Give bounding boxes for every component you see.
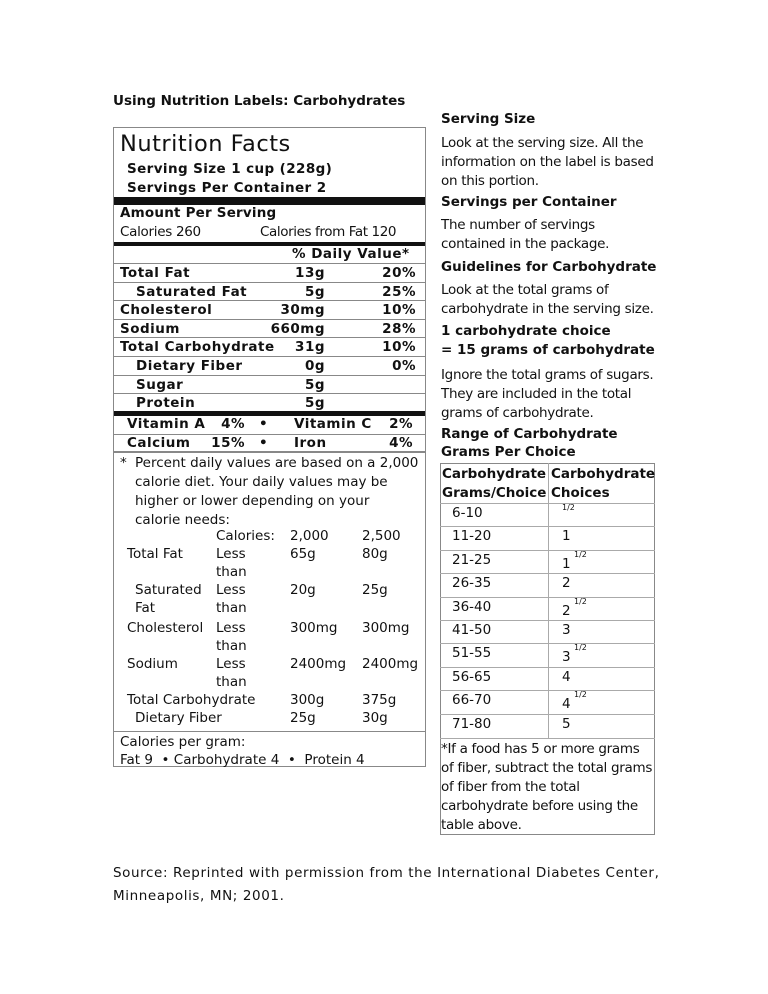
ref-row-2000: 25g (290, 710, 316, 726)
ref-row-2000: 2400mg (290, 656, 347, 672)
ref-row-name: Total Carbohydrate (127, 692, 256, 708)
col2-header-line1: Carbohydrate (551, 466, 656, 482)
daily-value-header: % Daily Value* (292, 246, 410, 262)
ref-row-less: Less (216, 546, 246, 562)
servings-text: The number of servings contained in the package. (441, 217, 610, 252)
choice-row-divider (440, 643, 655, 644)
servings-heading: Servings per Container (441, 194, 617, 210)
choice-heading-2: = 15 grams of carbohydrate (441, 342, 655, 358)
vitamin-left-name: Vitamin A (127, 416, 206, 432)
servings-per-container: Servings Per Container 2 (127, 180, 327, 196)
choice-whole: 4 (562, 696, 571, 713)
choice-row-divider (440, 714, 655, 715)
choice-fraction: 1/2 (562, 503, 575, 512)
ref-header-2500: 2,500 (362, 528, 401, 544)
nutrient-amount: 0g (304, 358, 325, 374)
col1-header-line1: Carbohydrate (442, 466, 547, 482)
nutrient-daily-value: 20% (382, 265, 416, 281)
ref-row-less: Less (216, 620, 246, 636)
nutrient-divider (114, 375, 425, 376)
serving-size-text: Look at the serving size. All the information on the label is based on this portion. (441, 135, 654, 189)
nutrient-name: Saturated Fat (136, 283, 248, 300)
ref-row-name: Saturated (135, 582, 202, 598)
choice-row-divider (440, 597, 655, 598)
choice-text: Ignore the total grams of sugars. They are included in the total grams of carbohydrate. (441, 367, 654, 421)
ref-row-2500: 375g (362, 692, 397, 708)
choice-whole: 4 (562, 668, 571, 685)
ref-header-2000: 2,000 (290, 528, 329, 544)
ref-row-2000: 300g (290, 692, 325, 708)
ref-row-2000: 20g (290, 582, 316, 598)
nutrient-name: Cholesterol (120, 302, 213, 319)
nutrient-divider (114, 393, 425, 394)
table-bottom-divider (440, 738, 655, 739)
choice-fraction: 1/2 (574, 549, 587, 559)
amount-per-serving: Amount Per Serving (120, 205, 277, 221)
ref-row-2500: 300mg (362, 620, 410, 636)
nutrient-amount: 31g (295, 339, 325, 356)
nutrient-amount: 30mg (280, 302, 325, 319)
choice-row-divider (440, 573, 655, 574)
ref-row-than: than (216, 638, 247, 654)
guidelines-heading: Guidelines for Carbohydrate (441, 259, 657, 275)
nutrition-facts-title: Nutrition Facts (120, 131, 291, 157)
choice-grams: 36-40 (452, 598, 492, 615)
choice-row-divider (440, 620, 655, 621)
ref-row-2500: 25g (362, 582, 388, 598)
nutrient-name: Total Fat (120, 265, 191, 281)
serving-size-heading: Serving Size (441, 111, 536, 127)
ref-row-less: Less (216, 582, 246, 598)
vitamin-left-name: Calcium (127, 434, 191, 451)
ref-row-2500: 2400mg (362, 656, 419, 672)
nutrient-name: Total Carbohydrate (120, 339, 275, 356)
choice-fraction: 1/2 (574, 643, 587, 653)
source-citation: Source: Reprinted with permission from the International Diabetes Center, Minneapolis, MN; 2001. (113, 865, 660, 904)
vitamin-separator: • (259, 434, 269, 451)
nutrient-amount: 5g (304, 376, 325, 393)
page-title: Using Nutrition Labels: Carbohydrates (113, 93, 406, 109)
footnote-star: * (120, 455, 127, 471)
choice-whole: 1 (562, 528, 571, 545)
choice-fraction: 1/2 (574, 690, 587, 700)
nutrient-daily-value: 0% (392, 358, 416, 374)
choice-grams: 6-10 (452, 505, 483, 521)
range-heading-1: Range of Carbohydrate (441, 426, 618, 442)
ref-row-name-cont: Fat (135, 600, 156, 616)
choice-whole: 1 (562, 555, 571, 572)
calories-per-gram-divider (114, 731, 425, 732)
footnote-divider (114, 451, 425, 453)
calories-per-gram-values: Fat 9 • Carbohydrate 4 • Protein 4 (120, 752, 365, 768)
footnote-line: higher or lower depending on your (135, 493, 370, 509)
calories: Calories 260 (120, 224, 201, 240)
choice-fraction: 1/2 (574, 596, 587, 606)
ref-row-name: Dietary Fiber (135, 710, 222, 726)
calories-from-fat: Calories from Fat 120 (260, 224, 397, 240)
ref-row-2000: 65g (290, 546, 316, 562)
nutrient-daily-value: 28% (382, 320, 416, 337)
footnote-line: calorie needs: (135, 512, 230, 528)
choice-grams: 66-70 (452, 692, 492, 709)
serving-size: Serving Size 1 cup (228g) (127, 161, 333, 177)
nutrient-divider (114, 263, 425, 264)
nutrient-divider (114, 337, 425, 338)
ref-row-than: than (216, 600, 247, 616)
choice-whole: 2 (562, 602, 571, 619)
nutrient-daily-value: 25% (382, 283, 416, 300)
calories-per-gram: Calories per gram: (120, 734, 246, 750)
table-column-divider (548, 463, 549, 738)
ref-row-name: Cholesterol (127, 620, 204, 636)
col2-header-line2: Choices (551, 485, 610, 501)
ref-row-2000: 300mg (290, 620, 338, 636)
nutrient-daily-value: 10% (382, 302, 416, 319)
vitamin-right-name: Iron (294, 434, 327, 451)
nutrient-divider (114, 282, 425, 283)
vitamin-right-value: 4% (389, 434, 413, 451)
choice-grams: 71-80 (452, 715, 492, 732)
ref-header-calories: Calories: (216, 528, 275, 544)
choice-row-divider (440, 550, 655, 551)
choice-row-divider (440, 667, 655, 668)
thick-divider (114, 197, 425, 205)
choice-row-divider (440, 503, 655, 504)
nutrient-name: Sodium (120, 320, 180, 337)
nutrient-name: Sugar (136, 376, 184, 393)
footnote-line: calorie diet. Your daily values may be (135, 474, 388, 490)
choice-whole: 5 (562, 715, 571, 732)
nutrient-amount: 5g (304, 395, 325, 412)
fiber-note: *If a food has 5 or more grams of fiber, subtract the total grams of fiber from the total carbohydrate before using the table above. (441, 741, 653, 833)
ref-row-2500: 80g (362, 546, 388, 562)
nutrient-divider (114, 319, 425, 320)
choice-grams: 11-20 (452, 528, 492, 545)
vitamin-separator: • (259, 416, 269, 432)
choice-grams: 56-65 (452, 668, 492, 685)
choice-grams: 21-25 (452, 551, 492, 568)
choice-whole: 3 (562, 649, 571, 666)
col1-header-line2: Grams/Choice (442, 485, 547, 501)
choice-grams: 51-55 (452, 645, 492, 662)
ref-row-name: Sodium (127, 656, 178, 672)
choice-heading-1: 1 carbohydrate choice (441, 323, 611, 339)
choice-whole: 3 (562, 622, 571, 638)
ref-row-name: Total Fat (127, 546, 183, 562)
ref-row-less: Less (216, 656, 246, 672)
nutrient-name: Protein (136, 395, 196, 412)
choice-whole: 2 (562, 575, 571, 592)
nutrient-divider (114, 356, 425, 357)
nutrient-divider (114, 300, 425, 301)
ref-row-2500: 30g (362, 710, 388, 726)
nutrient-amount: 660mg (270, 320, 325, 337)
ref-row-than: than (216, 564, 247, 580)
choice-grams: 41-50 (452, 622, 492, 638)
footnote-line: Percent daily values are based on a 2,000 (135, 455, 419, 471)
choice-row-divider (440, 526, 655, 527)
choice-row-divider (440, 690, 655, 691)
vitamin-right-name: Vitamin C (294, 416, 372, 432)
vitamin-left-value: 15% (211, 434, 245, 451)
nutrient-name: Dietary Fiber (136, 358, 243, 374)
vitamin-right-value: 2% (389, 416, 413, 432)
vitamin-left-value: 4% (221, 416, 245, 432)
nutrient-daily-value: 10% (382, 339, 416, 356)
ref-row-than: than (216, 674, 247, 690)
nutrient-amount: 5g (304, 283, 325, 300)
choice-grams: 26-35 (452, 575, 492, 592)
guidelines-text: Look at the total grams of carbohydrate in the serving size. (441, 282, 654, 317)
nutrient-amount: 13g (295, 265, 325, 281)
range-heading-2: Grams Per Choice (441, 444, 576, 460)
